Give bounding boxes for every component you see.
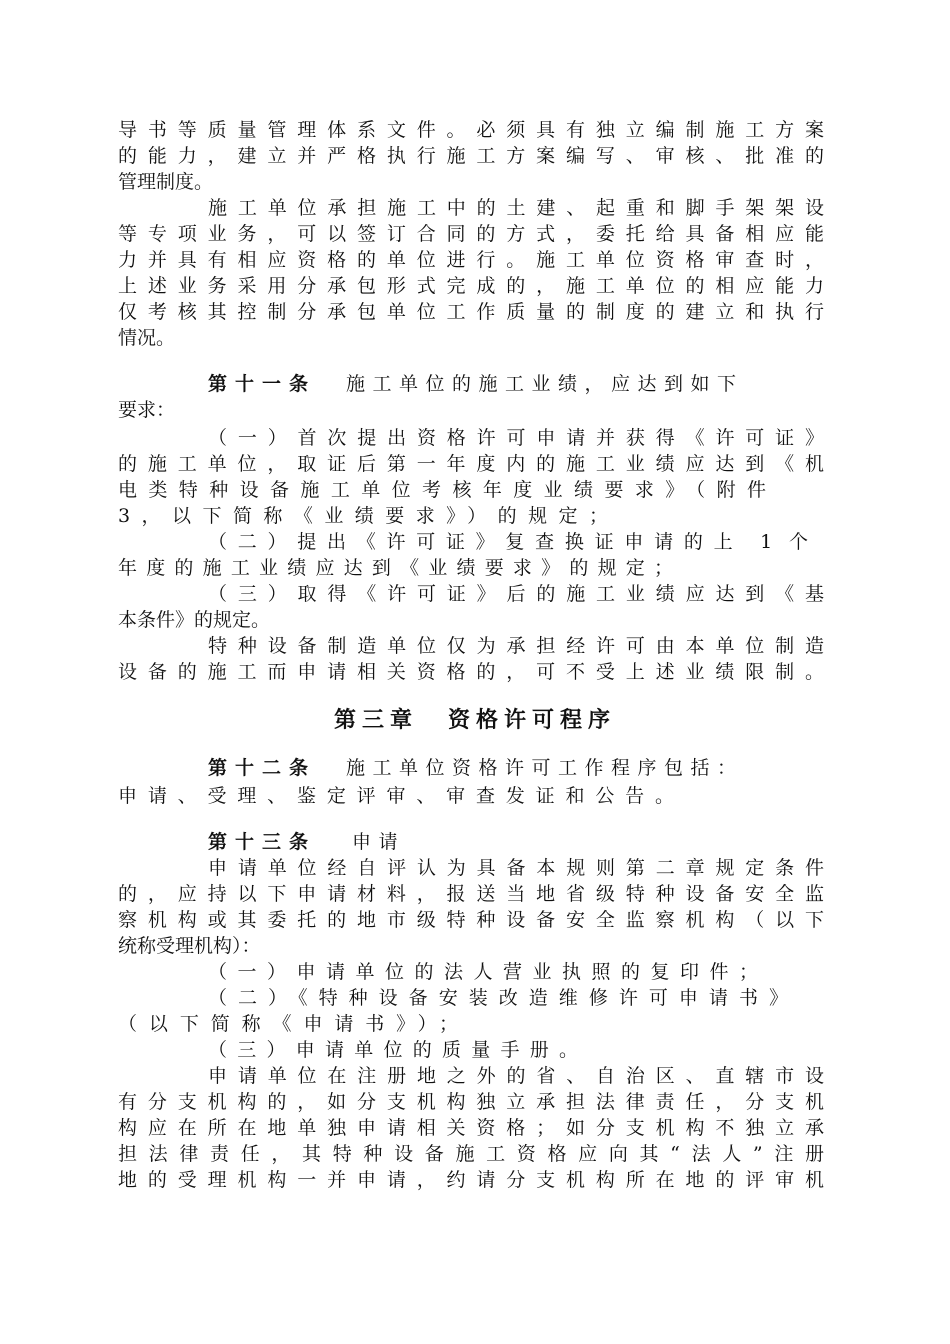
text-line: 管理制度。 xyxy=(118,171,214,193)
text-line: 要求： xyxy=(118,399,176,421)
text-line: 施工单位承担施工中的土建、起重和脚手架架设 xyxy=(208,197,824,219)
chapter-title: 资格许可程序 xyxy=(448,708,617,733)
text-line: 力并具有相应资格的单位进行。施工单位资格审查时， xyxy=(118,249,824,271)
article-label: 第十二条 xyxy=(208,757,317,779)
article-13-heading xyxy=(208,829,405,855)
text-line: 有分支机构的，如分支机构独立承担法律责任，分支机 xyxy=(118,1091,824,1113)
chapter-number: 第三章 xyxy=(333,708,418,733)
text-line: 统称受理机构）： xyxy=(118,935,261,957)
list-item: （三）取得《许可证》后的施工业绩应达到《基 xyxy=(208,583,824,605)
list-item: （一）首次提出资格许可申请并获得《许可证》 xyxy=(208,427,824,449)
text-line: 仅考核其控制分承包单位工作质量的制度的建立和执行 xyxy=(118,301,824,323)
text-line: 的，应持以下申请材料，报送当地省级特种设备安全监 xyxy=(118,883,824,905)
text-line: 本条件》的规定。 xyxy=(118,609,271,631)
chapter-heading xyxy=(0,706,950,736)
text-line: 地的受理机构一并申请，约请分支机构所在地的评审机 xyxy=(118,1169,824,1191)
text-line: 设备的施工而申请相关资格的，可不受上述业绩限制。 xyxy=(118,661,824,683)
article-text: 施工单位资格许可工作程序包括： xyxy=(346,757,744,779)
article-label: 第十一条 xyxy=(208,373,317,395)
text-line: 的施工单位，取证后第一年度内的施工业绩应达到《机 xyxy=(118,453,824,475)
text-line: 的能力，建立并严格执行施工方案编写、审核、批准的 xyxy=(118,145,824,167)
text-line: 等专项业务，可以签订合同的方式，委托给具备相应能 xyxy=(118,223,824,245)
text-line: 申请单位经自评认为具备本规则第二章规定条件 xyxy=(208,857,824,879)
list-item: （三）申请单位的质量手册。 xyxy=(208,1039,578,1061)
article-11-heading xyxy=(208,371,744,397)
article-12-heading xyxy=(208,755,744,781)
article-label: 第十三条 xyxy=(208,831,317,853)
text-line: 担法律责任，其特种设备施工资格应向其“法人”注册 xyxy=(118,1143,824,1165)
article-text: 施工单位的施工业绩，应达到如下 xyxy=(346,373,744,395)
text-line: 申请单位在注册地之外的省、自治区、直辖市设 xyxy=(208,1065,824,1087)
text-line: 电类特种设备施工单位考核年度业绩要求》（附件 xyxy=(118,479,766,501)
text-line: 察机构或其委托的地市级特种设备安全监察机构（以下 xyxy=(118,909,824,931)
text-line: 情况。 xyxy=(118,327,176,349)
text-line: 构应在所在地单独申请相关资格；如分支机构不独立承 xyxy=(118,1117,824,1139)
text-line: 特种设备制造单位仅为承担经许可由本单位制造 xyxy=(208,635,824,657)
text-line: 申请、受理、鉴定评审、审查发证和公告。 xyxy=(118,785,674,807)
text-line: （以下简称《申请书》）； xyxy=(118,1013,458,1035)
text-line: 年度的施工业绩应达到《业绩要求》的规定； xyxy=(118,557,673,579)
list-item: （二）《特种设备安装改造维修许可申请书》 xyxy=(208,987,788,1009)
text-line: 导书等质量管理体系文件。必须具有独立编制施工方案 xyxy=(118,119,824,141)
text-line: 上述业务采用分承包形式完成的，施工单位的相应能力 xyxy=(118,275,824,297)
list-item: （二）提出《许可证》复查换证申请的上 1 个 xyxy=(208,531,808,553)
list-item: （一）申请单位的法人营业执照的复印件； xyxy=(208,961,758,983)
text-line: 3，以下简称《业绩要求》）的规定； xyxy=(118,505,608,527)
article-text: 申请 xyxy=(352,831,406,853)
